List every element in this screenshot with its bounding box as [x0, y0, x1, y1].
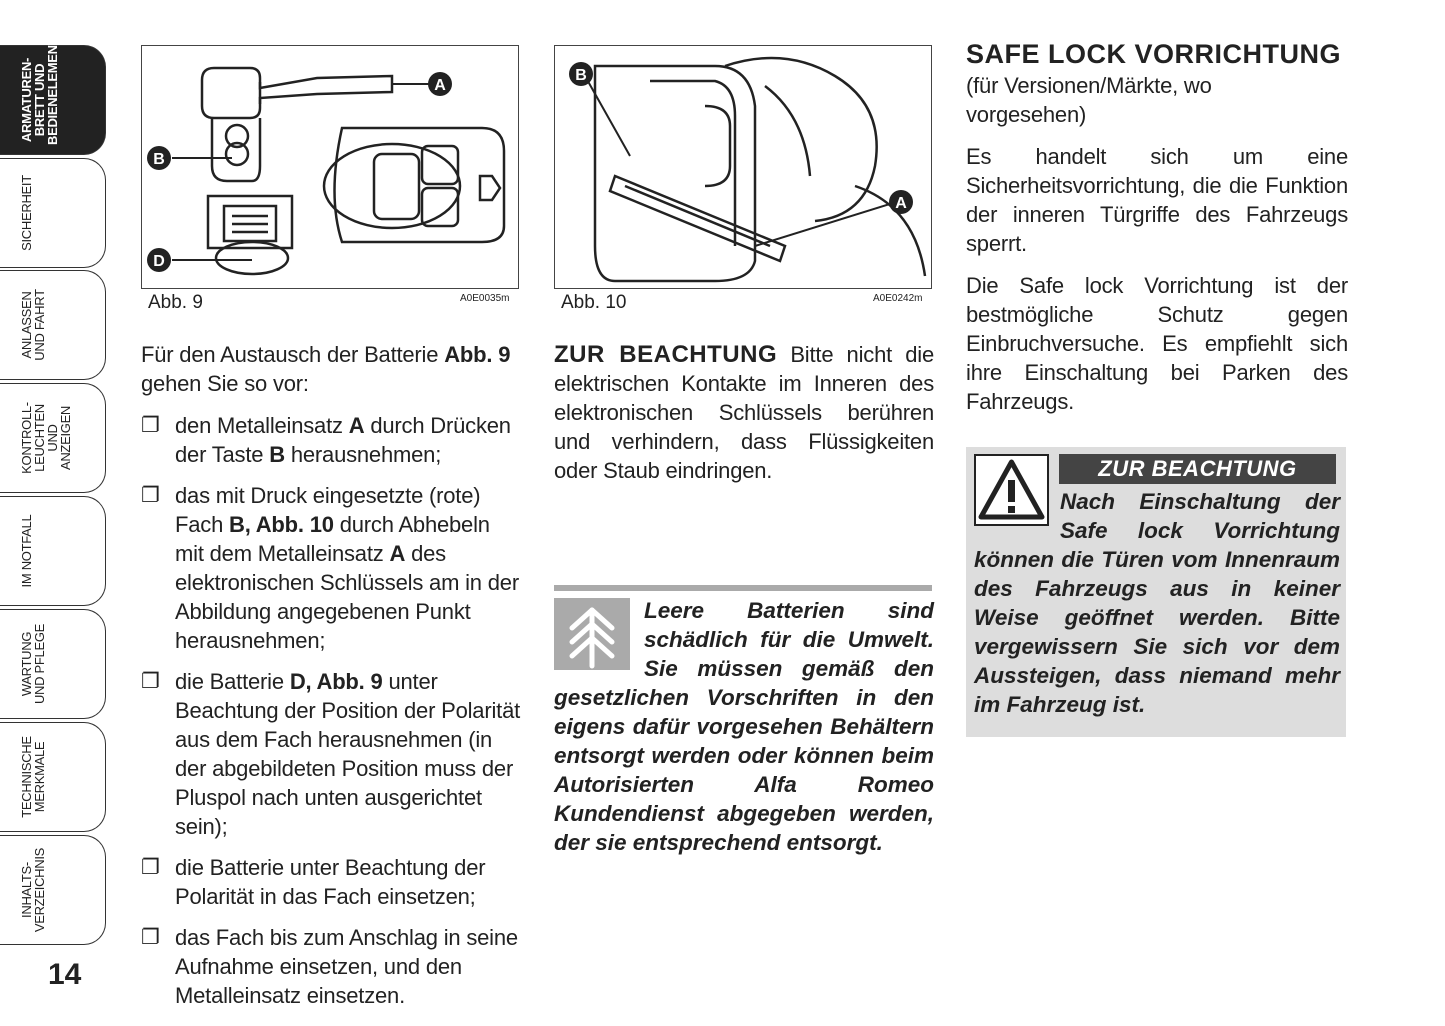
label-a: A — [434, 77, 446, 94]
intro-paragraph: Für den Austausch der Batterie Abb. 9 gehen Sie so vor: — [141, 342, 511, 396]
warning-box — [966, 447, 1346, 737]
environment-divider — [554, 585, 932, 591]
section-title: SAFE LOCK VORRICHTUNG — [966, 39, 1341, 69]
tab-label: ANLASSEN UND FAHRT — [19, 289, 47, 361]
label-b: B — [153, 151, 165, 168]
key-battery-illustration — [142, 46, 517, 287]
figure-9-caption: Abb. 9 — [148, 292, 203, 313]
tab-wartung[interactable] — [0, 609, 106, 719]
tab-label: ARMATUREN- BRETT UND BEDIENELEMENTE — [19, 29, 60, 145]
label-a: A — [895, 195, 907, 212]
tab-label: IM NOTFALL — [19, 514, 34, 588]
list-item: ❐ das Fach bis zum Anschlag in seine Aufnahme einsetzen, und den Metalleinsatz einsetzen. — [141, 925, 518, 1008]
tab-label: SICHERHEIT — [19, 175, 34, 251]
list-item: ❐ die Batterie D, Abb. 9 unter Beachtung der Position der Polarität aus dem Fach herausnehmen (in der abgebildeten Position muss der Pluspol nach unten ausgerichtet sein); — [141, 669, 521, 839]
tab-sicherheit[interactable] — [0, 158, 106, 268]
tab-armaturenbrett[interactable] — [0, 29, 106, 155]
note-paragraph: ZUR BEACHTUNG Bitte nicht die elektrischen Kontakte im Inneren des elektronischen Schlüssels berühren und verhindern, dass Flüssigkeiten oder Staub eindringen. — [554, 341, 934, 483]
tab-kontrollleuchten[interactable] — [0, 383, 106, 493]
tab-label: INHALTS- VERZEICHNIS — [19, 847, 47, 933]
note-heading: ZUR BEACHTUNG — [554, 341, 778, 368]
list-item: ❐ den Metalleinsatz A durch Drücken der Taste B herausnehmen; — [141, 413, 511, 467]
paragraph: Es handelt sich um eine Sicherheitsvorrichtung, die die Funktion der inneren Türgriffe des Fahrzeugs sperrt. — [966, 144, 1348, 256]
warning-heading: ZUR BEACHTUNG — [1059, 454, 1336, 484]
page-number: 14 — [48, 958, 82, 991]
section-subtitle: (für Versionen/Märkte, wo vorgesehen) — [966, 73, 1212, 127]
tab-anlassen[interactable] — [0, 270, 106, 380]
list-item: ❐ das mit Druck eingesetzte (rote) Fach B, Abb. 10 durch Abhebeln mit dem Metalleinsatz A des elektronischen Schlüssels am in der Abbildung angegebenen Punkt herausnehmen; — [141, 483, 519, 653]
paragraph: Die Safe lock Vorrichtung ist der bestmögliche Schutz gegen Einbruchversuche. Es empfiehlt sich ihre Einschaltung bei Parken des Fahrzeugs. — [966, 273, 1348, 414]
tab-technische-merkmale[interactable] — [0, 722, 106, 832]
key-opening-illustration — [555, 46, 930, 287]
tab-inhaltsverzeichnis[interactable] — [0, 835, 106, 945]
figure-9-code: A0E0035m — [460, 293, 510, 304]
battery-instructions — [141, 340, 521, 1022]
figure-10 — [554, 45, 932, 289]
figure-10-caption: Abb. 10 — [561, 292, 627, 313]
sidebar — [0, 0, 108, 1026]
list-item: ❐ die Batterie unter Beachtung der Polarität in das Fach einsetzen; — [141, 855, 486, 909]
safe-lock-section — [966, 40, 1348, 429]
figure-9 — [141, 45, 519, 289]
environment-note: Leere Batterien sind schädlich für die Umwelt. Sie müssen gemäß den gesetzlichen Vorschriften in den eigens dafür vorgesehen Behältern entsorgt werden oder können beim Autorisierten Alfa Romeo Kundendienst abgegeben werden, der sie entsprechend entsorgt. — [554, 598, 934, 855]
label-d: D — [153, 253, 165, 270]
tab-label: TECHNISCHE MERKMALE — [19, 736, 47, 818]
label-b: B — [575, 67, 587, 84]
tab-label: WARTUNG UND PFLEGE — [19, 623, 47, 705]
figure-10-code: A0E0242m — [873, 293, 923, 304]
warning-text: Nach Einschaltung der Safe lock Vorrichtung können die Türen vom Innenraum des Fahrzeugs aus in keiner Weise geöffnet werden. Bitte vergewissern Sie sich vor dem Aussteigen, dass niemand mehr im Fahrzeug ist. — [974, 489, 1340, 717]
tab-im-notfall[interactable] — [0, 496, 106, 606]
tab-label: KONTROLL- LEUCHTEN UND ANZEIGEN — [19, 402, 73, 474]
